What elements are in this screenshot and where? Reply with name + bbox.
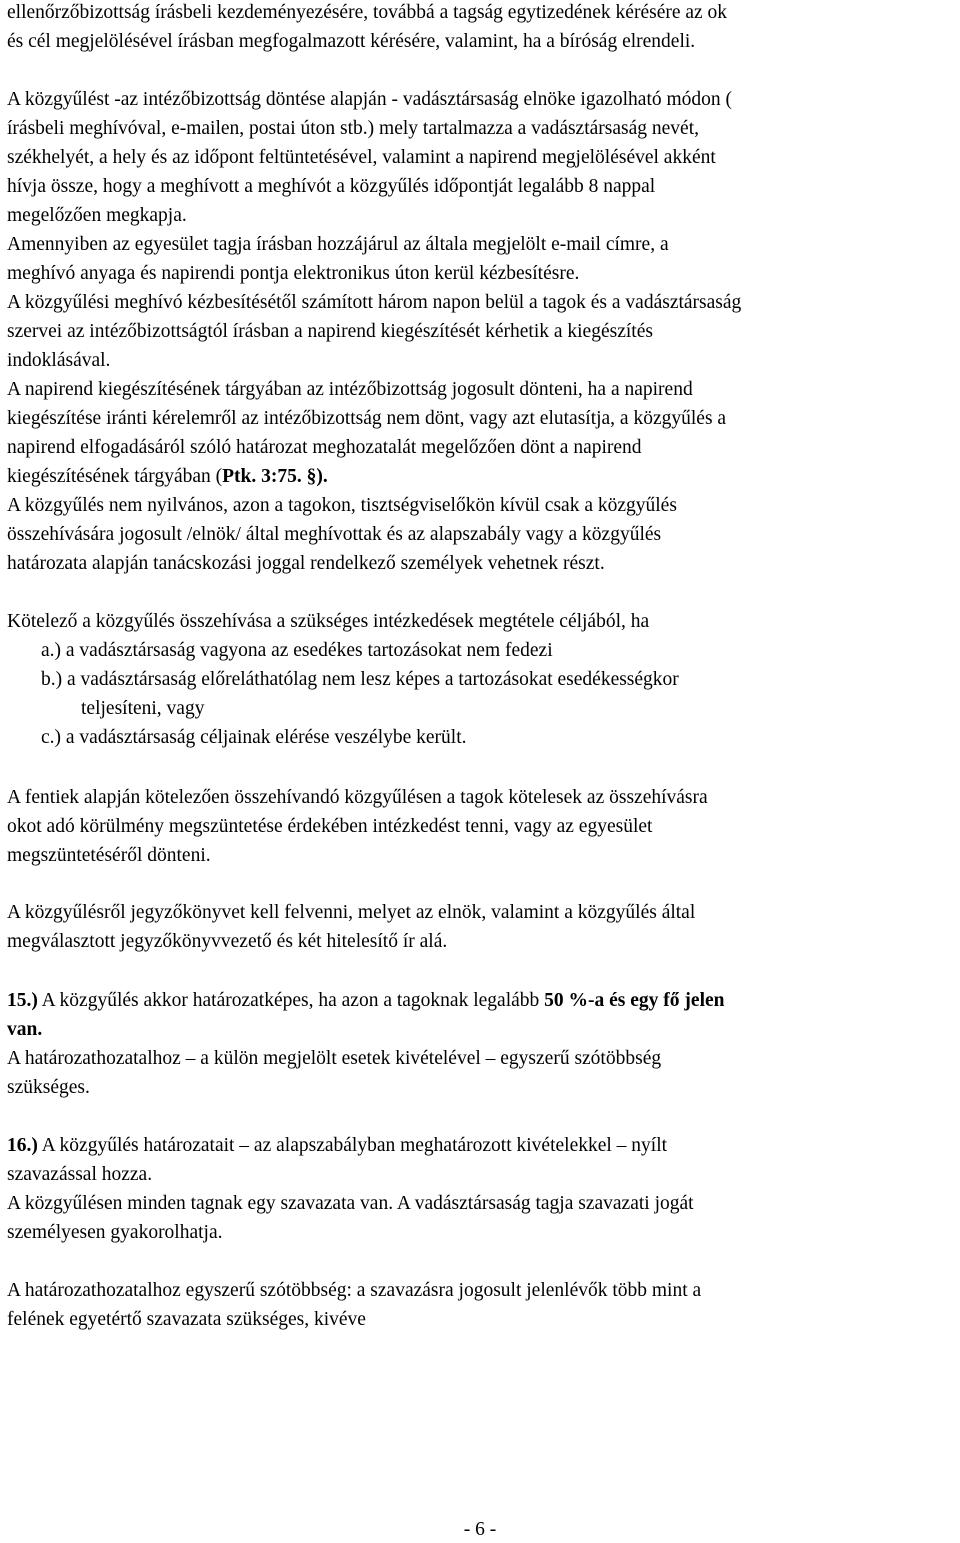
text-line [7,1015,724,1044]
section-15-quorum [7,986,724,1102]
text-line: megelőzően megkapja. [7,205,187,226]
text-line: A napirend kiegészítésének tárgyában az intézőbizottság jogosult dönteni, ha a napirend [7,379,693,400]
paragraph-invitation [7,85,741,491]
text-line: A közgyűlésen minden tagnak egy szavazata van. A vadásztársaság tagja szavazati jogát [7,1193,694,1214]
text-line: írásbeli meghívóval, e-mailen, postai úton stb.) mely tartalmazza a vadásztársaság nevét, [7,118,699,139]
paragraph-non-public [7,491,677,578]
text-line: hívja össze, hogy a meghívott a meghívót a közgyűlés időpontját legalább 8 nappal [7,176,656,197]
section-number: 16.) [7,1135,38,1156]
legal-reference: Ptk. 3:75. §). [222,466,328,487]
quorum-requirement: 50 %-a és egy fő jelen [544,990,725,1011]
text-line: ellenőrzőbizottság írásbeli kezdeményezésére, továbbá a tagság egytizedének kérésére az ok [7,2,728,23]
text-line [7,462,741,491]
text-line: és cél megjelölésével írásban megfogalmazott kérésére, valamint, ha a bíróság elrendeli. [7,31,696,52]
text-line: székhelyét, a hely és az időpont feltüntetésével, valamint a napirend megjelölésével akként [7,147,716,168]
text-segment: A közgyűlés határozatait – az alapszabályban meghatározott kivételekkel – nyílt [37,1135,668,1156]
text-line [7,1131,694,1160]
text-line: A határozathozatalhoz egyszerű szótöbbség: a szavazásra jogosult jelenlévők több mint a [7,1280,702,1301]
paragraph-minutes [7,898,695,956]
text-line: szavazással hozza. [7,1164,153,1185]
list-item: a.) a vadásztársaság vagyona az esedékes tartozásokat nem fedezi [41,640,553,661]
text-line: személyesen gyakorolhatja. [7,1222,223,1243]
text-line: indoklásával. [7,350,111,371]
text-segment: kiegészítésének tárgyában ( [7,466,223,487]
text-line: napirend elfogadásáról szóló határozat meghozatalát megelőzően dönt a napirend [7,437,642,458]
paragraph-mandatory-convening [7,607,679,752]
list-item: b.) a vadásztársaság előreláthatólag nem lesz képes a tartozásokat esedékességkor [41,669,679,690]
page-number: - 6 - [463,1519,497,1540]
text-line: Amennyiben az egyesület tagja írásban hozzájárul az általa megjelölt e-mail címre, a [7,234,669,255]
text-line: megszüntetéséről dönteni. [7,845,211,866]
text-line: felének egyetértő szavazata szükséges, kivéve [7,1309,366,1330]
text-line: határozata alapján tanácskozási joggal rendelkező személyek vehetnek részt. [7,553,605,574]
text-line: megválasztott jegyzőkönyvvezető és két hitelesítő ír alá. [7,931,448,952]
text-line: Kötelező a közgyűlés összehívása a szükséges intézkedések megtétele céljából, ha [7,611,650,632]
paragraph-majority [7,1276,701,1334]
list-item-continuation: teljesíteni, vagy [81,698,205,719]
text-line: összehívására jogosult /elnök/ által meghívottak és az alapszabály vagy a közgyűlés [7,524,662,545]
text-line: szükséges. [7,1077,90,1098]
text-line: meghívó anyaga és napirendi pontja elektronikus úton kerül kézbesítésre. [7,263,580,284]
paragraph-obligations [7,783,708,870]
text-line: A fentiek alapján kötelezően összehívandó közgyűlésen a tagok kötelesek az összehívásra [7,787,708,808]
text-line: A közgyűlésről jegyzőkönyvet kell felvenni, melyet az elnök, valamint a közgyűlés által [7,902,696,923]
section-number: 15.) [7,990,38,1011]
text-line: A közgyűlés nem nyilvános, azon a tagokon, tisztségviselőkön kívül csak a közgyűlés [7,495,677,516]
list-item: c.) a vadásztársaság céljainak elérése veszélybe került. [41,727,467,748]
text-line: A közgyűlési meghívó kézbesítésétől számított három napon belül a tagok és a vadásztársaság [7,292,742,313]
paragraph-convening-request [7,0,727,56]
text-line [7,986,724,1015]
section-16-voting [7,1131,694,1247]
text-line: A közgyűlést -az intézőbizottság döntése alapján - vadásztársaság elnöke igazolható módon ( [7,89,733,110]
quorum-requirement-wrap: van. [7,1019,43,1040]
text-line: okot adó körülmény megszüntetése érdekében intézkedést tenni, vagy az egyesület [7,816,653,837]
text-segment: A közgyűlés akkor határozatképes, ha azon a tagoknak legalább [37,990,545,1011]
text-line: kiegészítése iránti kérelemről az intézőbizottság nem dönt, vagy azt elutasítja, a közgyűlés a [7,408,727,429]
text-line: A határozathozatalhoz – a külön megjelölt esetek kivételével – egyszerű szótöbbség [7,1048,662,1069]
text-line: szervei az intézőbizottságtól írásban a napirend kiegészítését kérhetik a kiegészítés [7,321,653,342]
